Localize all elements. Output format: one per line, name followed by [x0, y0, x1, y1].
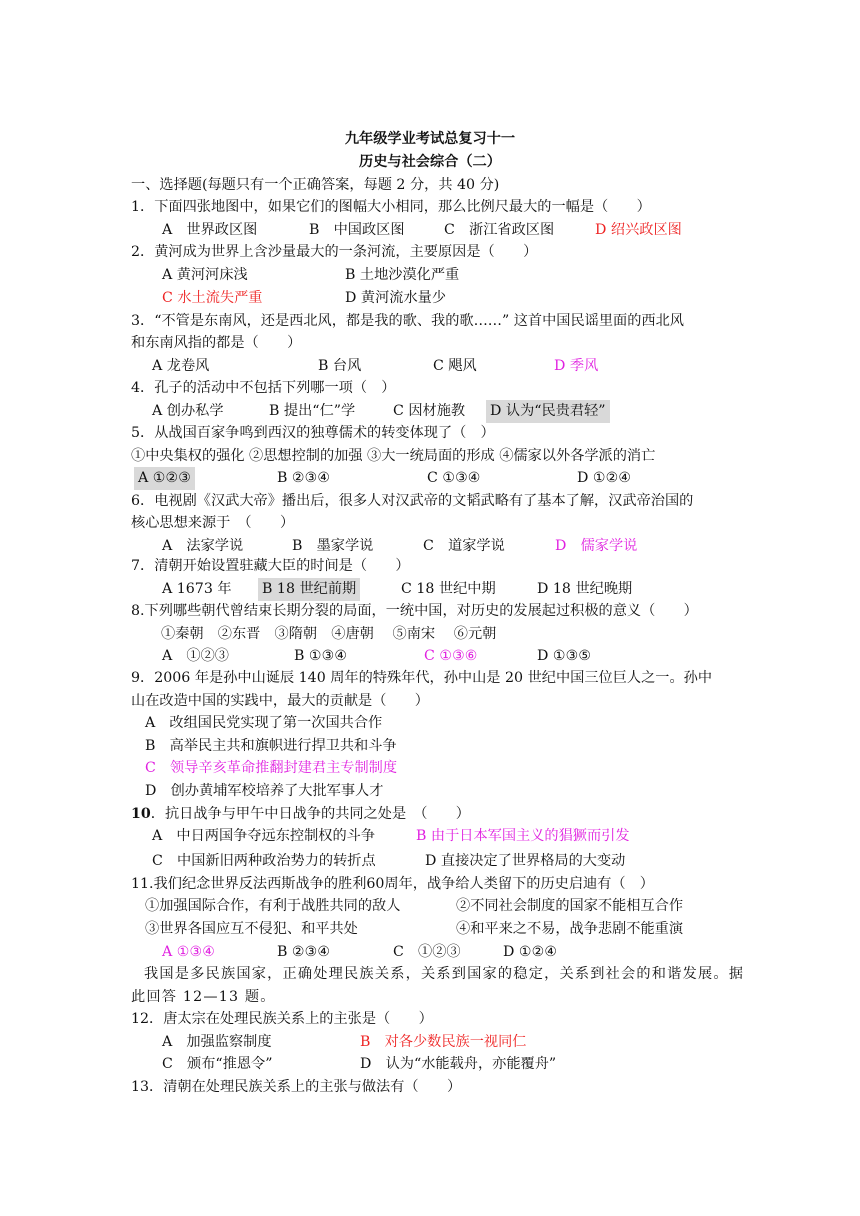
question-8-stem: 8.下列哪些朝代曾结束长期分裂的局面，一统中国，对历史的发展起过积极的意义（ ）	[131, 603, 698, 619]
question-1-stem: 1．下面四张地图中，如果它们的图幅大小相同，那么比例尺最大的一幅是（ ）	[131, 199, 651, 215]
q11-option-c: C ①②③	[393, 944, 461, 960]
q7-option-a: A 1673 年	[162, 581, 232, 597]
question-7-stem: 7．清朝开始设置驻藏大臣的时间是（ ）	[131, 558, 410, 574]
q2-option-c-answer: C 水土流失严重	[162, 290, 263, 306]
q5-option-a-answer: A ①②③	[134, 467, 195, 490]
q10-option-a: A 中日两国争夺远东控制权的斗争	[152, 828, 376, 844]
q12-option-d: D 认为“水能载舟，亦能覆舟”	[360, 1056, 557, 1072]
question-6-stem-cont: 核心思想来源于 （ ）	[131, 515, 295, 531]
q3-option-d-answer: D 季风	[554, 358, 599, 374]
question-3-stem-cont: 和东南风指的都是（ ）	[131, 335, 302, 351]
q1-option-a: A 世界政区图	[162, 222, 258, 238]
passage-intro-cont: 此回答 12—13 题。	[131, 989, 276, 1005]
q9-option-a: A 改组国民党实现了第一次国共合作	[145, 715, 383, 731]
q11-item-3: ③世界各国应互不侵犯、和平共处	[145, 921, 358, 937]
q6-option-a: A 法家学说	[162, 538, 244, 554]
question-12-stem: 12．唐太宗在处理民族关系上的主张是（ ）	[131, 1011, 433, 1027]
q11-option-d: D ①②④	[503, 944, 558, 960]
q1-option-c: C 浙江省政区图	[444, 222, 555, 238]
q10-option-d: D 直接决定了世界格局的大变动	[425, 853, 626, 869]
q4-option-a: A 创办私学	[152, 403, 224, 419]
question-11-stem: 11.我们纪念世界反法西斯战争的胜利60周年，战争给人类留下的历史启迪有（ ）	[131, 876, 654, 892]
q11-option-b: B ②③④	[277, 944, 331, 960]
q1-option-b: B 中国政区图	[309, 222, 405, 238]
q6-option-b: B 墨家学说	[292, 538, 374, 554]
question-5-statements: ①中央集权的强化 ②思想控制的加强 ③大一统局面的形成 ④儒家以外各学派的消亡	[131, 448, 656, 464]
question-10-stem	[131, 803, 470, 826]
page-title: 九年级学业考试总复习十一	[344, 131, 516, 147]
q4-option-b: B 提出“仁”学	[269, 403, 356, 419]
q6-option-c: C 道家学说	[423, 538, 505, 554]
question-13-stem: 13．清朝在处理民族关系上的主张与做法有（ ）	[131, 1079, 462, 1095]
question-10-text: ．抗日战争与甲午中日战争的共同之处是 （ ）	[150, 806, 470, 822]
passage-intro: 我国是多民族国家，正确处理民族关系，关系到国家的稳定，关系到社会的和谐发展。据	[144, 966, 745, 982]
q5-option-c: C ①③④	[427, 470, 481, 486]
question-9-stem-cont: 山在改造中国的实践中，最大的贡献是（ ）	[131, 693, 429, 709]
q12-option-c: C 颁布“推恩令”	[162, 1056, 273, 1072]
q3-option-b: B 台风	[318, 358, 362, 374]
q3-option-a: A 龙卷风	[152, 358, 210, 374]
q8-option-c-answer: C ①③⑥	[424, 648, 478, 664]
question-5-stem: 5．从战国百家争鸣到西汉的独尊儒术的转变体现了（ ）	[131, 425, 495, 441]
q4-option-c: C 因材施教	[393, 403, 466, 419]
section-heading: 一、选择题(每题只有一个正确答案，每题 2 分，共 40 分)	[131, 177, 500, 193]
q1-option-d-answer: D 绍兴政区图	[595, 222, 682, 238]
q12-option-b-answer: B 对各少数民族一视同仁	[360, 1034, 527, 1050]
q9-option-b: B 高举民主共和旗帜进行捍卫共和斗争	[145, 738, 397, 754]
q7-option-c: C 18 世纪中期	[401, 581, 496, 597]
q2-option-a: A 黄河河床浅	[162, 267, 248, 283]
q2-option-d: D 黄河流水量少	[345, 290, 447, 306]
question-2-stem: 2．黄河成为世界上含沙量最大的一条河流，主要原因是（ ）	[131, 244, 538, 260]
question-8-dynasties: ①秦朝 ②东晋 ③隋朝 ④唐朝 ⑤南宋 ⑥元朝	[161, 626, 497, 642]
question-10-number: 10	[131, 806, 151, 822]
q11-item-1: ①加强国际合作，有利于战胜共同的敌人	[145, 898, 401, 914]
question-3-stem: 3．“不管是东南风，还是西北风，都是我的歌、我的歌……” 这首中国民谣里面的西北风	[131, 313, 684, 329]
q5-option-b: B ②③④	[277, 470, 331, 486]
q4-option-d-answer: D 认为“民贵君轻”	[486, 400, 610, 423]
q10-option-b-answer: B 由于日本军国主义的猖獗而引发	[416, 828, 630, 844]
q11-item-4: ④和平来之不易，战争悲剧不能重演	[456, 921, 684, 937]
question-9-stem: 9．2006 年是孙中山诞辰 140 周年的特殊年代，孙中山是 20 世纪中国三位巨人之一。孙中	[131, 670, 713, 686]
q9-option-c-answer: C 领导辛亥革命推翻封建君主专制制度	[145, 760, 398, 776]
q8-option-d: D ①③⑤	[537, 648, 592, 664]
page-subtitle: 历史与社会综合（二）	[359, 154, 501, 170]
q5-option-d: D ①②④	[577, 470, 632, 486]
q11-option-a-answer: A ①③④	[162, 944, 215, 960]
q6-option-d-answer: D 儒家学说	[555, 538, 638, 554]
question-4-stem: 4．孔子的活动中不包括下列哪一项（ ）	[131, 380, 396, 396]
q8-option-b: B ①③④	[294, 648, 348, 664]
q10-option-c: C 中国新旧两种政治势力的转折点	[152, 853, 376, 869]
q9-option-d: D 创办黄埔军校培养了大批军事人才	[145, 783, 384, 799]
q8-option-a: A ①②③	[162, 648, 229, 664]
q7-option-b-answer: B 18 世纪前期	[258, 578, 360, 601]
q7-option-d: D 18 世纪晚期	[537, 581, 633, 597]
q11-item-2: ②不同社会制度的国家不能相互合作	[456, 898, 684, 914]
q3-option-c: C 飓风	[433, 358, 477, 374]
q12-option-a: A 加强监察制度	[162, 1034, 272, 1050]
question-6-stem: 6．电视剧《汉武大帝》播出后，很多人对汉武帝的文韬武略有了基本了解，汉武帝治国的	[131, 493, 694, 509]
q2-option-b: B 土地沙漠化严重	[345, 267, 460, 283]
